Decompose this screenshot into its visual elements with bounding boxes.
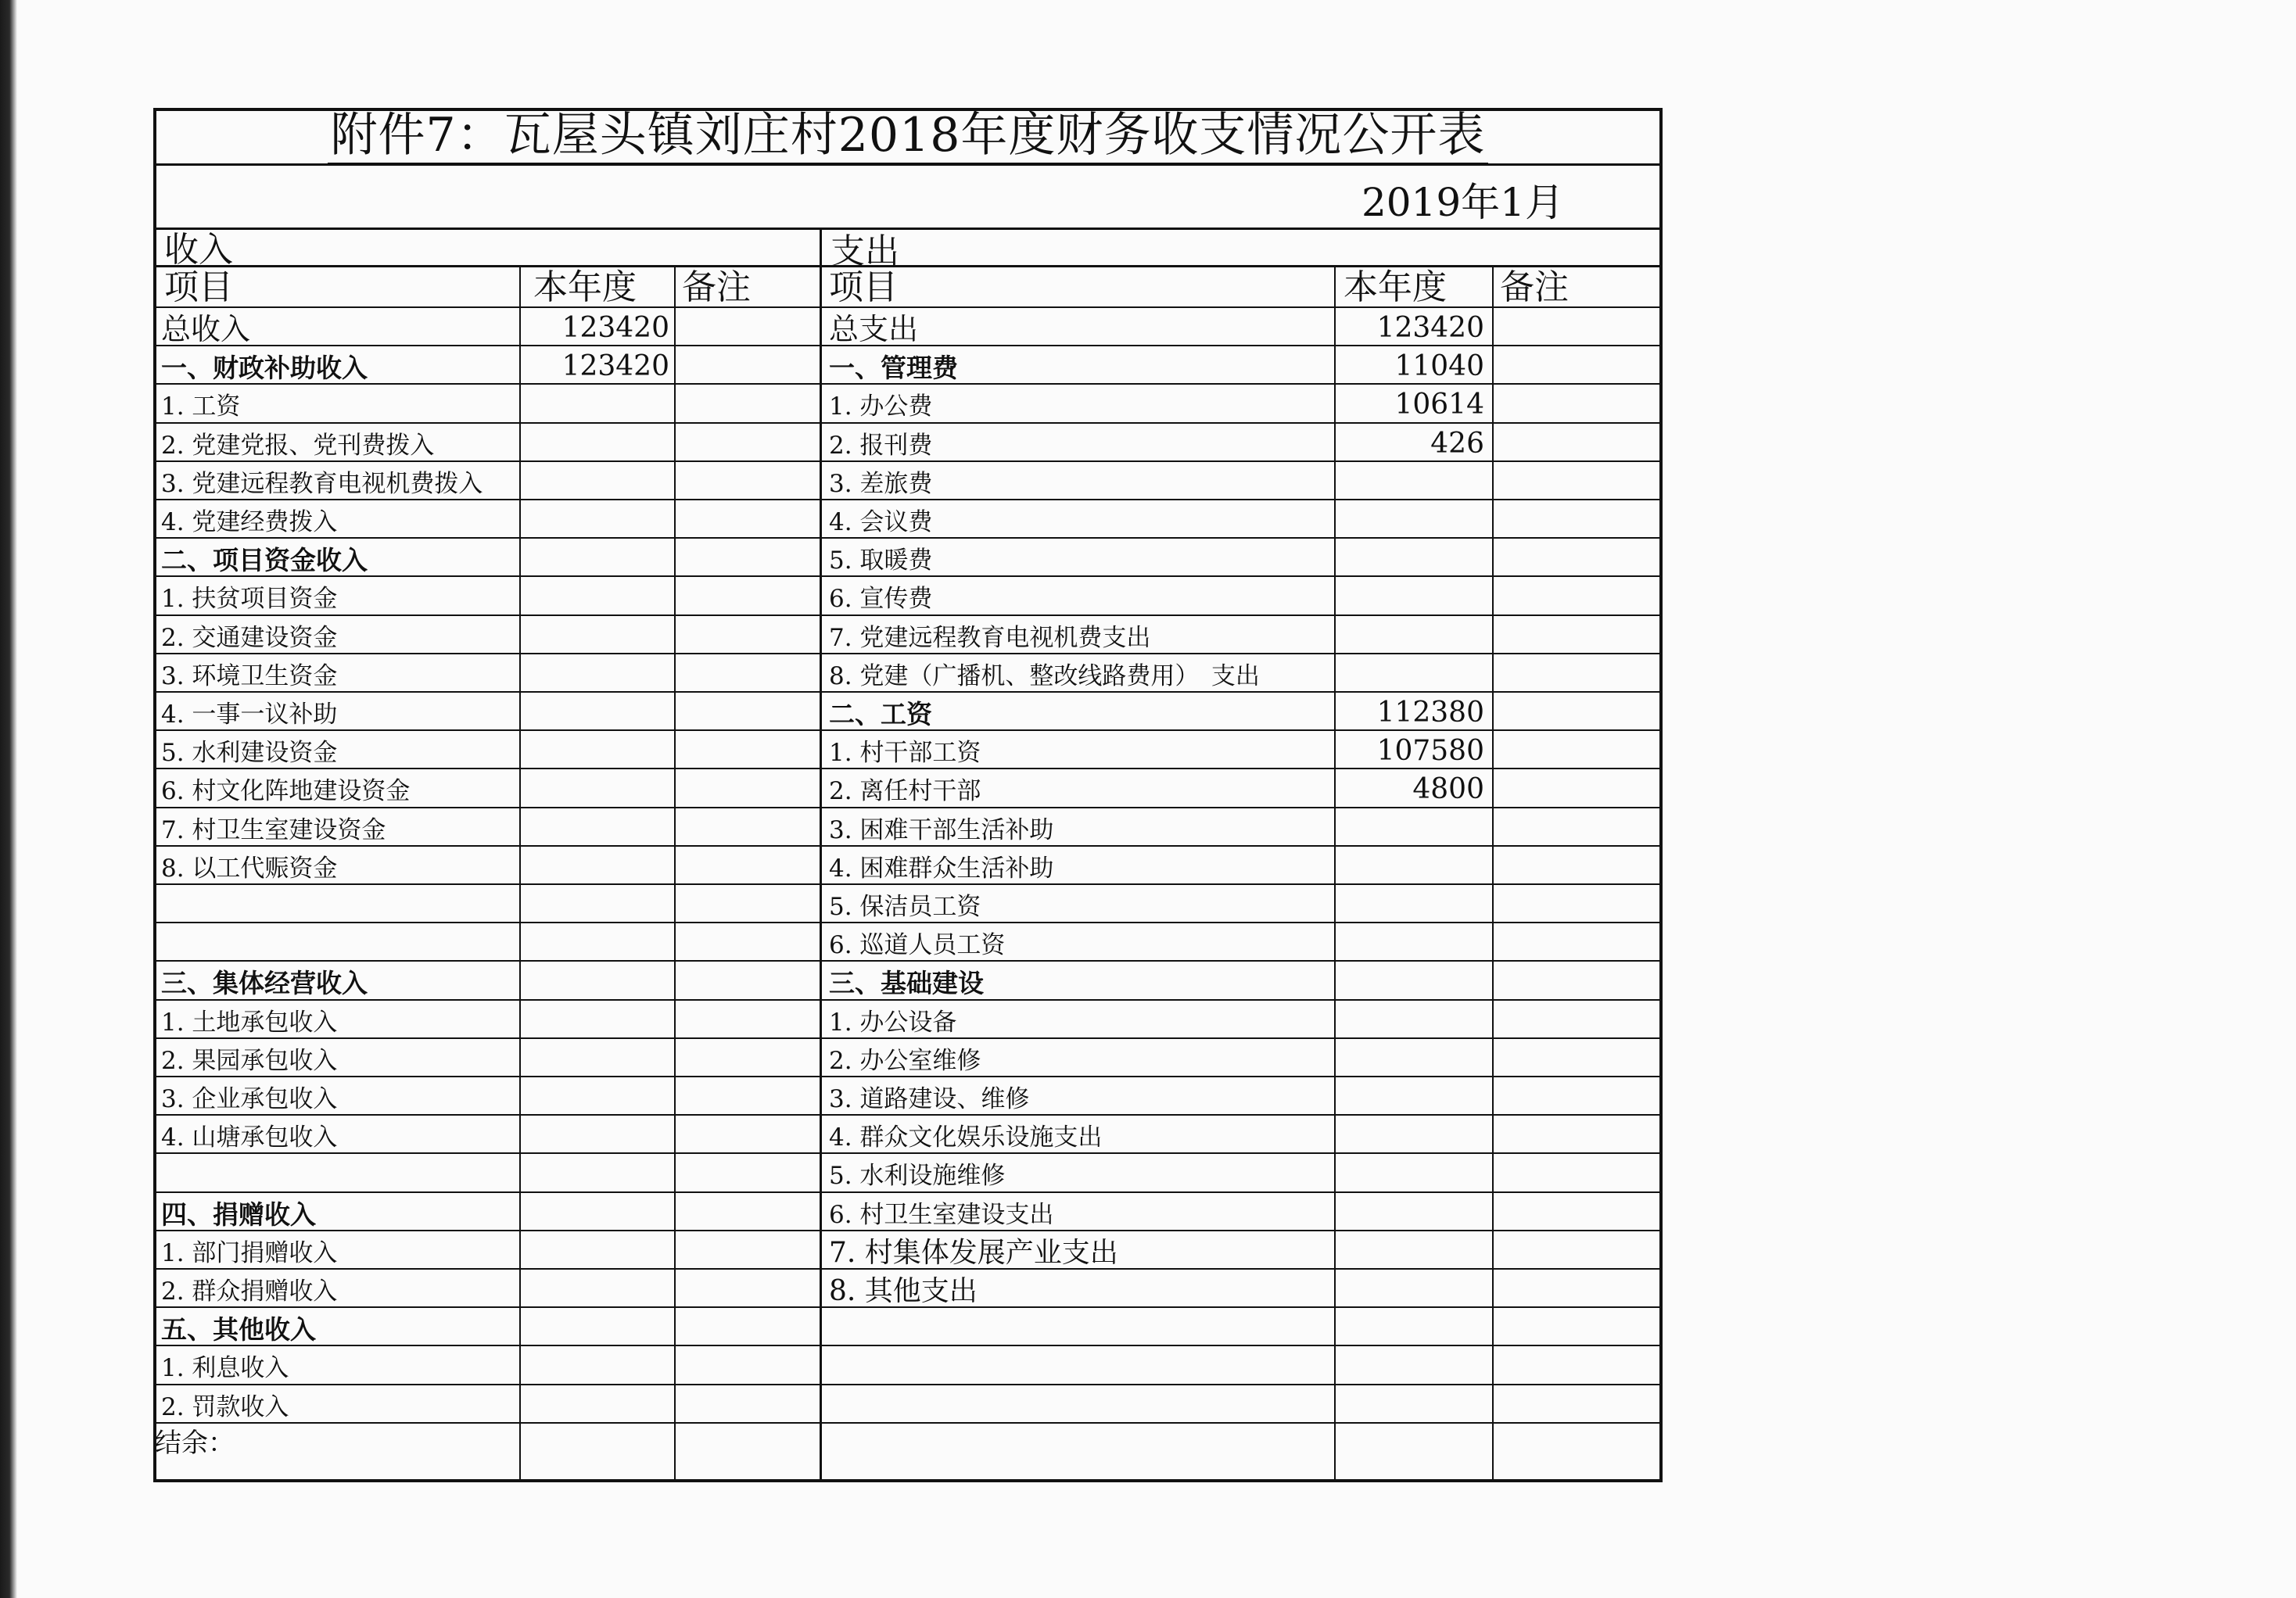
expense-year-value — [1333, 1385, 1489, 1422]
income-year-value — [521, 1193, 674, 1230]
income-item-label: 1. 土地承包收入 — [161, 1008, 338, 1037]
expense-year-value — [1333, 1424, 1489, 1462]
income-year-value — [521, 1231, 674, 1268]
last-row-col-line — [1492, 1424, 1494, 1482]
income-year-value — [521, 1077, 674, 1114]
expense-item-label: 2. 离任村干部 — [829, 777, 981, 806]
table-row — [153, 847, 1663, 885]
income-year-value — [521, 885, 674, 922]
income-item-label: 1. 扶贫项目资金 — [161, 585, 338, 614]
expense-item-label — [823, 1346, 1331, 1383]
expense-item-label: 3. 差旅费 — [829, 469, 933, 498]
table-row — [153, 1193, 1663, 1231]
expense-year-value — [1333, 1346, 1489, 1383]
income-item-label: 6. 村文化阵地建设资金 — [161, 777, 411, 806]
income-year-value — [521, 654, 674, 691]
table-row — [153, 500, 1663, 539]
income-year-value — [521, 1001, 674, 1037]
income-year-value — [521, 1424, 674, 1462]
income-year-value: 123420 — [561, 312, 669, 344]
income-item-label: 4. 党建经费拨入 — [161, 508, 338, 536]
income-year-value — [521, 1154, 674, 1191]
income-year-value — [521, 847, 674, 883]
table-row — [153, 654, 1663, 693]
income-year-value — [521, 1346, 674, 1383]
table-row — [153, 1154, 1663, 1192]
expense-item-label: 5. 取暖费 — [829, 546, 933, 575]
expense-year-value — [1333, 1193, 1489, 1230]
expense-item-label: 4. 群众文化娱乐设施支出 — [829, 1123, 1103, 1152]
expense-item-label: 1. 办公费 — [829, 392, 933, 421]
last-row-col-line — [1334, 1424, 1336, 1482]
expense-year-value — [1333, 1077, 1489, 1114]
income-item-label: 3. 环境卫生资金 — [161, 661, 338, 690]
expense-col-line-2 — [1492, 267, 1494, 1424]
expense-year-value — [1333, 1001, 1489, 1037]
income-item-label: 4. 山塘承包收入 — [161, 1123, 338, 1152]
expense-item-label: 5. 水利设施维修 — [829, 1162, 1006, 1191]
table-row — [153, 769, 1663, 808]
income-section-label: 收入 — [164, 230, 233, 270]
expense-item-label: 5. 保洁员工资 — [829, 893, 981, 921]
document-title: 附件7：瓦屋头镇刘庄村2018年度财务收支情况公开表 — [328, 108, 1489, 166]
income-year-value — [521, 769, 674, 806]
table-row — [153, 539, 1663, 577]
expense-year-value — [1333, 577, 1489, 614]
table-row — [153, 1077, 1663, 1116]
table-row — [153, 346, 1663, 385]
income-item-label: 8. 以工代赈资金 — [161, 854, 338, 883]
income-item-label: 总收入 — [161, 312, 251, 346]
income-item-label: 5. 水利建设资金 — [161, 739, 338, 768]
title-row — [153, 108, 1663, 166]
expense-item-label: 6. 巡道人员工资 — [829, 931, 1006, 960]
expense-item-label: 二、工资 — [829, 699, 932, 729]
expense-year-value: 11040 — [1394, 350, 1484, 383]
expense-header-year: 本年度 — [1344, 267, 1447, 306]
section-header-row — [153, 230, 1663, 271]
scanner-edge — [0, 0, 17, 1598]
expense-year-value: 123420 — [1376, 312, 1484, 344]
column-header-row — [153, 267, 1663, 308]
income-col-line-1 — [519, 267, 521, 1424]
income-item-label — [155, 1154, 519, 1191]
expense-item-label: 3. 道路建设、维修 — [829, 1085, 1030, 1113]
income-item-label: 二、项目资金收入 — [161, 545, 368, 576]
income-item-label: 2. 交通建设资金 — [161, 623, 338, 652]
expense-year-value — [1333, 808, 1489, 845]
income-year-value — [521, 1385, 674, 1422]
income-year-value — [521, 923, 674, 960]
income-year-value — [521, 1308, 674, 1345]
table-row — [153, 308, 1663, 346]
income-item-label: 2. 罚款收入 — [161, 1392, 289, 1421]
expense-year-value — [1333, 1116, 1489, 1152]
document-date: 2019年1月 — [1361, 180, 1564, 225]
table-row — [153, 1116, 1663, 1154]
income-year-value — [521, 731, 674, 768]
expense-year-value — [1333, 1231, 1489, 1268]
income-item-label: 2. 党建党报、党刊费拨入 — [161, 431, 435, 460]
expense-item-label — [823, 1424, 1331, 1462]
income-year-value — [521, 962, 674, 998]
income-year-value — [521, 539, 674, 575]
income-year-value — [521, 693, 674, 729]
expense-year-value: 10614 — [1394, 389, 1484, 421]
expense-item-label: 4. 困难群众生活补助 — [829, 854, 1054, 883]
expense-year-value — [1333, 1154, 1489, 1191]
table-row — [153, 1270, 1663, 1308]
income-header-item: 项目 — [164, 267, 233, 306]
income-item-label: 3. 企业承包收入 — [161, 1085, 338, 1113]
expense-header-item: 项目 — [829, 267, 898, 306]
income-item-label: 三、集体经营收入 — [161, 968, 368, 999]
table-row — [153, 1385, 1663, 1424]
income-item-label: 4. 一事一议补助 — [161, 700, 338, 729]
income-item-label: 一、财政补助收入 — [161, 353, 368, 384]
table-row — [153, 1231, 1663, 1270]
expense-col-line-1 — [1334, 267, 1336, 1424]
table-row — [153, 693, 1663, 731]
expense-item-label: 6. 宣传费 — [829, 585, 933, 614]
income-year-value — [521, 385, 674, 421]
table-row — [153, 1424, 1663, 1462]
expense-year-value — [1333, 847, 1489, 883]
expense-year-value — [1333, 1039, 1489, 1076]
expense-item-label: 8. 党建（广播机、整改线路费用） 支出 — [829, 661, 1260, 690]
expense-section-label: 支出 — [831, 231, 899, 271]
income-col-line-2 — [674, 267, 676, 1424]
income-year-value — [521, 1039, 674, 1076]
income-year-value — [521, 1116, 674, 1152]
expense-year-value — [1333, 1270, 1489, 1306]
expense-item-label — [823, 1385, 1331, 1422]
income-item-label: 2. 果园承包收入 — [161, 1046, 338, 1075]
income-year-value — [521, 424, 674, 460]
income-item-label: 结余： — [155, 1427, 235, 1459]
income-item-label: 五、其他收入 — [161, 1314, 316, 1345]
expense-item-label: 4. 会议费 — [829, 508, 933, 536]
expense-item-label: 1. 村干部工资 — [829, 739, 981, 768]
expense-year-value — [1333, 539, 1489, 575]
income-year-value — [521, 808, 674, 845]
income-year-value — [521, 500, 674, 537]
table-row — [153, 1308, 1663, 1346]
expense-item-label: 3. 困难干部生活补助 — [829, 815, 1054, 844]
expense-year-value: 426 — [1430, 427, 1484, 460]
expense-item-label: 6. 村卫生室建设支出 — [829, 1200, 1054, 1229]
expense-item-label: 8. 其他支出 — [829, 1275, 978, 1307]
income-header-year: 本年度 — [533, 267, 637, 306]
income-year-value — [521, 462, 674, 499]
table-row — [153, 1039, 1663, 1077]
date-row — [153, 166, 1663, 230]
table-row — [153, 424, 1663, 462]
expense-item-label: 三、基础建设 — [829, 968, 984, 999]
table-row — [153, 885, 1663, 923]
finance-table-sheet — [153, 108, 1663, 1482]
income-item-label: 7. 村卫生室建设资金 — [161, 815, 386, 844]
income-item-label: 1. 工资 — [161, 392, 241, 421]
expense-year-value — [1333, 500, 1489, 537]
income-item-label — [155, 885, 519, 922]
expense-year-value — [1333, 616, 1489, 653]
expense-year-value: 4800 — [1412, 773, 1484, 806]
expense-item-label — [823, 1308, 1331, 1345]
table-row — [153, 962, 1663, 1000]
income-year-value: 123420 — [561, 350, 669, 383]
expense-year-value — [1333, 923, 1489, 960]
table-row — [153, 577, 1663, 615]
expense-year-value: 112380 — [1376, 697, 1484, 729]
expense-year-value: 107580 — [1376, 735, 1484, 768]
table-row — [153, 462, 1663, 500]
income-item-label: 3. 党建远程教育电视机费拨入 — [161, 469, 483, 498]
expense-header-note: 备注 — [1500, 267, 1569, 306]
last-row-col-line — [519, 1424, 521, 1482]
last-row-col-line — [674, 1424, 676, 1482]
income-item-label: 1. 利息收入 — [161, 1354, 289, 1383]
income-header-note: 备注 — [682, 267, 751, 306]
income-item-label: 四、捐赠收入 — [161, 1198, 316, 1230]
expense-item-label: 一、管理费 — [829, 353, 958, 384]
expense-year-value — [1333, 885, 1489, 922]
expense-item-label: 总支出 — [829, 312, 919, 346]
table-row — [153, 1346, 1663, 1385]
income-item-label: 1. 部门捐赠收入 — [161, 1238, 338, 1267]
table-row — [153, 923, 1663, 962]
table-row — [153, 385, 1663, 423]
expense-item-label: 2. 报刊费 — [829, 431, 933, 460]
table-row — [153, 731, 1663, 769]
table-row — [153, 808, 1663, 847]
expense-item-label: 7. 村集体发展产业支出 — [829, 1236, 1118, 1268]
income-year-value — [521, 1270, 674, 1306]
expense-item-label: 2. 办公室维修 — [829, 1046, 981, 1075]
expense-year-value — [1333, 654, 1489, 691]
expense-item-label: 7. 党建远程教育电视机费支出 — [829, 623, 1151, 652]
expense-year-value — [1333, 1308, 1489, 1345]
income-year-value — [521, 616, 674, 653]
income-item-label — [155, 923, 519, 960]
expense-item-label: 1. 办公设备 — [829, 1008, 957, 1037]
table-row — [153, 1001, 1663, 1039]
expense-year-value — [1333, 962, 1489, 998]
income-year-value — [521, 577, 674, 614]
expense-year-value — [1333, 462, 1489, 499]
income-item-label: 2. 群众捐赠收入 — [161, 1277, 338, 1306]
table-row — [153, 616, 1663, 654]
